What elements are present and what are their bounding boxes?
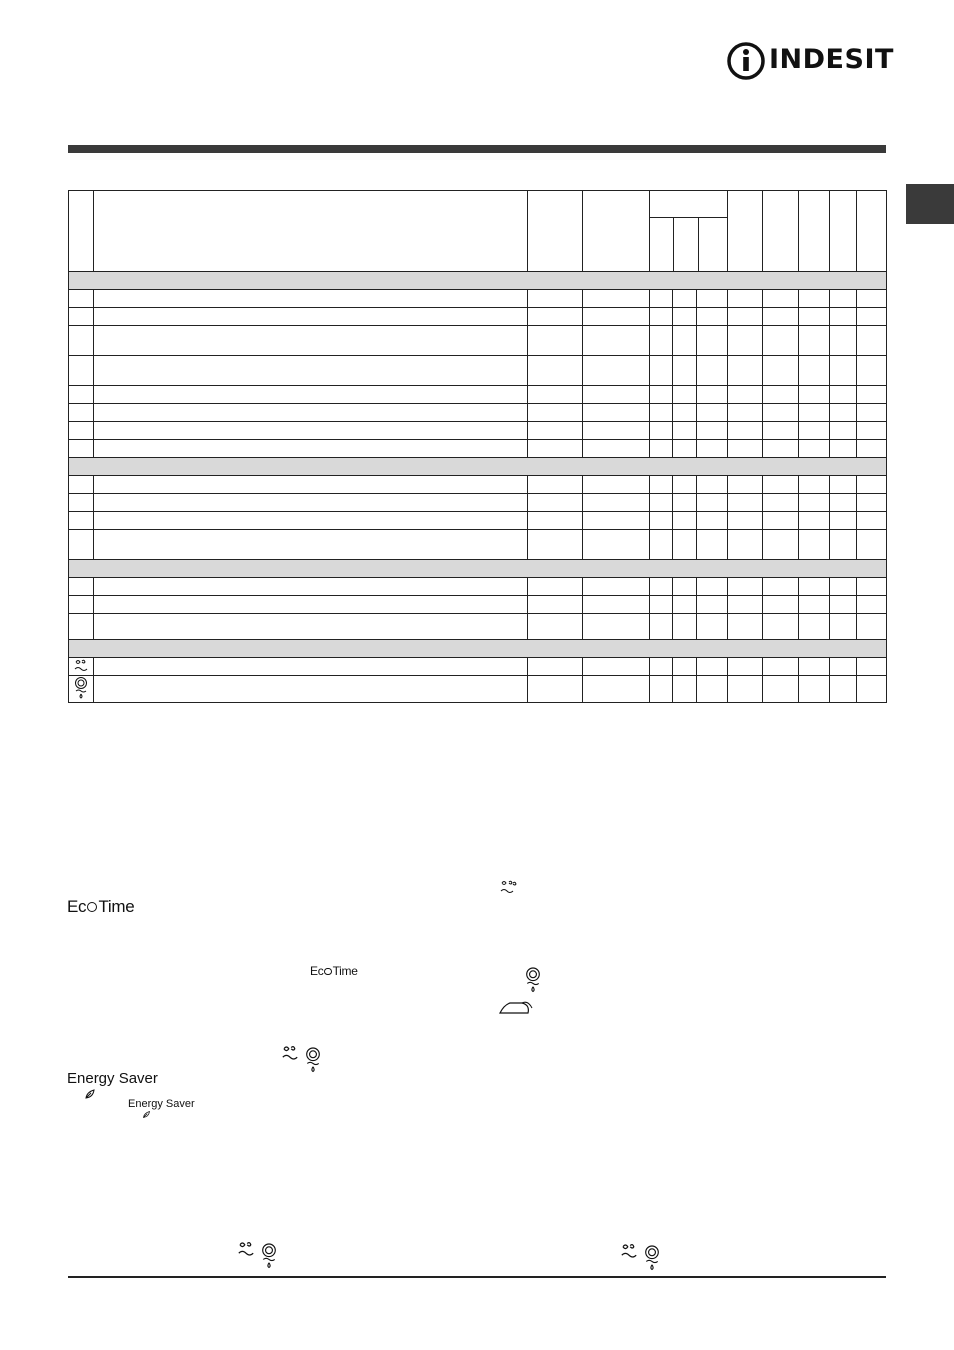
table-row [69,512,887,530]
iron-icon [498,998,536,1016]
eco-time-logo: Ec Time [67,897,135,916]
table-row [69,440,887,458]
energy-saver-inline: Energy Saver [128,1098,195,1110]
rapid-icon [498,878,520,896]
table-row [69,578,887,596]
table-row [69,308,887,326]
section-row [69,458,887,476]
spin-drain-icon [305,1045,321,1075]
rapid-icon [280,1044,300,1062]
language-tab [906,184,954,224]
leaf-icon [142,1110,151,1119]
spin-drain-icon [525,965,541,995]
section-row [69,272,887,290]
eco-time-inline: Ec Time [310,964,358,978]
table-row [69,530,887,560]
brand-logo [726,40,894,82]
footer-rule [68,1276,886,1278]
spin-drain-icon [644,1243,660,1273]
table-row [69,404,887,422]
table-row [69,476,887,494]
energy-saver-logo: Energy Saver [67,1070,158,1087]
leaf-icon [84,1088,96,1100]
table-row [69,614,887,640]
section-row [69,560,887,578]
brand-name: INDESIT [769,44,894,75]
section-row [69,640,887,658]
header-rule [68,145,886,153]
table-header-row [69,191,887,272]
spin-drain-icon [74,676,88,700]
table-row [69,326,887,356]
brand-logo-icon [726,40,766,82]
table-row [69,658,887,676]
table-row [69,356,887,386]
table-row [69,676,887,703]
table-row [69,290,887,308]
rapid-icon [73,658,89,673]
rapid-icon [236,1240,256,1258]
programme-table [68,190,887,703]
table-row [69,596,887,614]
table-row [69,386,887,404]
table-row [69,494,887,512]
table-row [69,422,887,440]
rapid-icon [619,1242,639,1260]
spin-drain-icon [261,1241,277,1271]
